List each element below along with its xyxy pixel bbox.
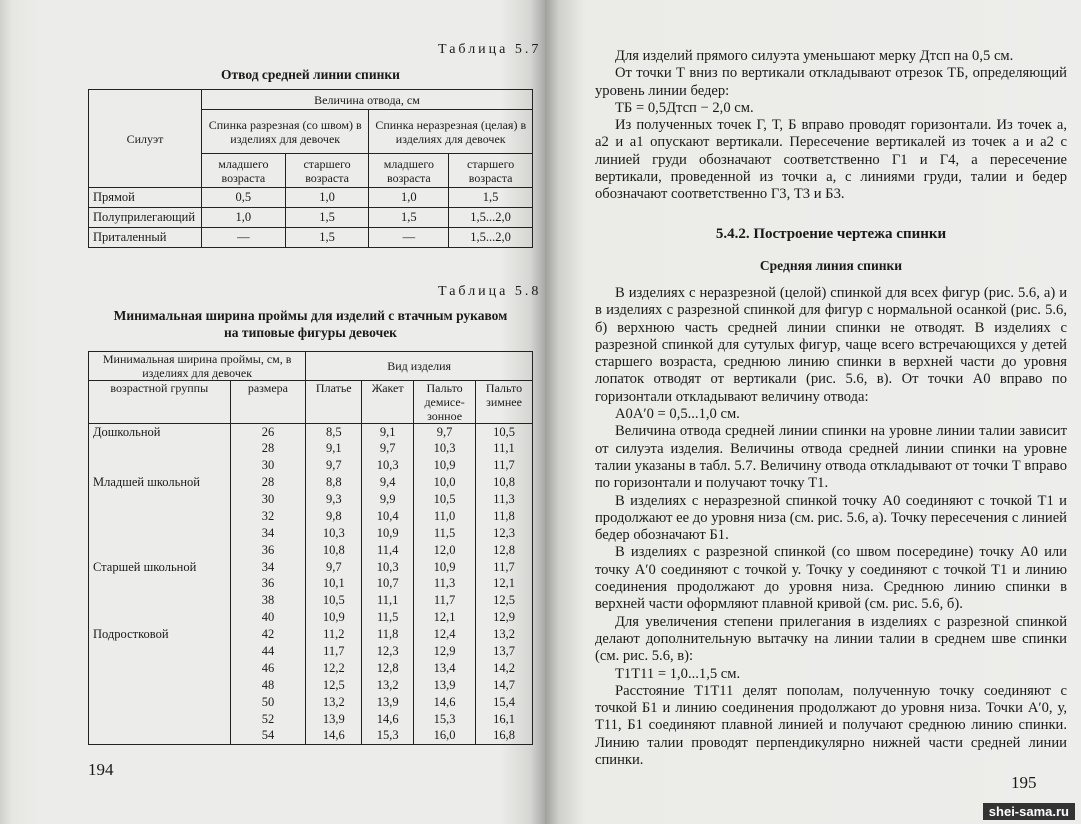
age-group-cell: [89, 643, 231, 660]
table-cell: 10,9: [414, 559, 476, 576]
table-cell: 13,9: [414, 677, 476, 694]
age-group-cell: [89, 711, 231, 728]
size-cell: 34: [230, 525, 306, 542]
section-heading: 5.4.2. Построение чертежа спинки: [715, 226, 947, 242]
table-cell: 10,5: [476, 424, 533, 441]
table-cell: 9,7: [306, 457, 362, 474]
table-cell: 14,6: [306, 728, 362, 745]
table-cell: 14,7: [476, 677, 533, 694]
table-row: [89, 711, 533, 728]
size-cell: 40: [230, 609, 306, 626]
size-cell: 44: [230, 643, 306, 660]
row-label: Приталенный: [89, 228, 202, 248]
table-cell: 16,1: [476, 711, 533, 728]
table-cell: 11,3: [414, 576, 476, 593]
table-cell: 13,2: [362, 677, 414, 694]
size-cell: 42: [230, 626, 306, 643]
age-group-cell: [89, 457, 231, 474]
table-cell: 10,3: [414, 440, 476, 457]
table-cell: 10,4: [362, 508, 414, 525]
col-solid-back-header: Спинка неразрезная (целая) в изделиях для девочек: [369, 110, 533, 154]
row-label: Полуприлегающий: [89, 208, 202, 228]
table-cell: 11,1: [362, 592, 414, 609]
table-cell: 10,1: [306, 576, 362, 593]
table-cell: 13,4: [414, 660, 476, 677]
page-number-right: 195: [1011, 773, 1037, 792]
table-row: [89, 626, 533, 643]
table-row: [89, 677, 533, 694]
table-cell: 1,5...2,0: [449, 208, 533, 228]
age-group-cell: Младшей школьной: [89, 474, 231, 491]
formula: Т1Т11 = 1,0...1,5 см.: [615, 665, 741, 682]
table-cell: 11,0: [414, 508, 476, 525]
table-5-8-title-line2: на типовые фигуры девочек: [224, 325, 397, 340]
table-cell: 1,5: [449, 188, 533, 208]
formula: ТБ = 0,5Дтсп − 2,0 см.: [615, 99, 754, 116]
table-cell: —: [201, 228, 285, 248]
table-cell: 13,2: [476, 626, 533, 643]
paragraph: От точки Т вниз по вертикали откладывают отрезок ТБ, определяющий уровень линии бедер:: [595, 65, 1067, 99]
table-cell: 14,6: [414, 694, 476, 711]
table-cell: 8,5: [306, 424, 362, 441]
size-cell: 38: [230, 592, 306, 609]
table-cell: 11,7: [414, 592, 476, 609]
size-cell: 36: [230, 576, 306, 593]
size-cell: 28: [230, 474, 306, 491]
age-group-cell: [89, 440, 231, 457]
age-group-cell: [89, 592, 231, 609]
age-group-cell: [89, 660, 231, 677]
table-cell: 12,1: [476, 576, 533, 593]
table-cell: 10,9: [414, 457, 476, 474]
table-cell: 10,8: [476, 474, 533, 491]
col-size-header: размера: [230, 381, 306, 424]
table-cell: 16,0: [414, 728, 476, 745]
table-cell: 11,2: [306, 626, 362, 643]
table-cell: 12,1: [414, 609, 476, 626]
table-cell: —: [369, 228, 449, 248]
table-row: [89, 208, 533, 228]
table-cell: 1,5: [369, 208, 449, 228]
paragraph: В изделиях с неразрезной спинкой точку А0 соединяют с точкой Т1 и продолжают ее до уровня низа (см. рис. 5.6, а). Точку пересечения с линией бедер обозначают Б1.: [595, 492, 1067, 544]
table-5-7: [88, 89, 533, 248]
table-cell: 10,3: [362, 559, 414, 576]
age-group-cell: [89, 694, 231, 711]
table-cell: 15,3: [414, 711, 476, 728]
age-group-cell: [89, 542, 231, 559]
watermark: shei-sama.ru: [983, 803, 1075, 820]
table-5-8: [88, 351, 533, 745]
table-cell: 8,8: [306, 474, 362, 491]
table-row: [89, 474, 533, 491]
paragraph: Для изделий прямого силуэта уменьшают мерку Дтсп на 0,5 см.: [615, 48, 1014, 64]
table-cell: 12,8: [362, 660, 414, 677]
size-cell: 52: [230, 711, 306, 728]
table-cell: 10,3: [362, 457, 414, 474]
table-cell: 11,7: [306, 643, 362, 660]
table-cell: 12,5: [476, 592, 533, 609]
table-cell: 11,5: [414, 525, 476, 542]
table-cell: 9,4: [362, 474, 414, 491]
col-value-header: Величина отвода, см: [201, 90, 532, 110]
paragraph: Расстояние Т1Т11 делят пополам, полученную точку соединяют с точкой Б1 и линию соединения продолжают до уровня низа. Точки А′0, у, Т11, Б1 соединяют плавной линией и получают среднюю линию спинки. Линию талии проводят перпендикулярно нижней части средней линии спинки.: [595, 682, 1067, 769]
table-cell: 1,5: [285, 228, 369, 248]
table-cell: 11,8: [476, 508, 533, 525]
size-cell: 46: [230, 660, 306, 677]
table-cell: 14,2: [476, 660, 533, 677]
age-group-cell: [89, 728, 231, 745]
right-text-body: [595, 285, 1067, 769]
table-cell: 12,9: [414, 643, 476, 660]
table-cell: 12,0: [414, 542, 476, 559]
right-text-top: [595, 48, 1067, 204]
table-cell: 9,8: [306, 508, 362, 525]
table-cell: 10,3: [306, 525, 362, 542]
age-group-cell: [89, 609, 231, 626]
table-row: [89, 592, 533, 609]
col-split-back-header: Спинка разрезная (со швом) в изделиях для девочек: [201, 110, 368, 154]
table-row: [89, 440, 533, 457]
col-dress-header: Платье: [306, 381, 362, 424]
page-number-left: 194: [88, 760, 114, 779]
table-cell: 13,7: [476, 643, 533, 660]
size-cell: 28: [230, 440, 306, 457]
size-cell: 34: [230, 559, 306, 576]
table-cell: 10,0: [414, 474, 476, 491]
age-group-cell: Старшей школьной: [89, 559, 231, 576]
table-row: [89, 609, 533, 626]
table-row: [89, 542, 533, 559]
table-row: [89, 228, 533, 248]
table-cell: 1,5: [285, 208, 369, 228]
table-5-7-number: Таблица 5.7: [438, 42, 542, 57]
table-cell: 9,9: [362, 491, 414, 508]
paragraph: В изделиях с разрезной спинкой (со швом посередине) точку А0 или точку А′0 соединяют с точкой у. Точку у соединяют с точкой Т1 и линию соединения продолжают до уровня низа. Среднюю линию спинки в верхней части оформляют плавной кривой (см. рис. 5.6, б).: [595, 544, 1067, 613]
table-cell: 9,1: [362, 424, 414, 441]
table-row: [89, 188, 533, 208]
col-silhouette-header: Силуэт: [89, 90, 202, 188]
table-cell: 1,0: [201, 208, 285, 228]
table-cell: 11,7: [476, 559, 533, 576]
table-cell: 10,5: [306, 592, 362, 609]
size-cell: 54: [230, 728, 306, 745]
paragraph: Величина отвода средней линии спинки на уровне линии талии зависит от силуэта изделия. Величины отвода средней линии спинки на уровне талии указаны в табл. 5.7. Величину отвода откладывают от точки Т вправо по горизонтали и получают точку Т1.: [595, 423, 1067, 492]
table-cell: 9,7: [414, 424, 476, 441]
table-cell: 12,3: [362, 643, 414, 660]
age-group-cell: Дошкольной: [89, 424, 231, 441]
table-cell: 13,9: [306, 711, 362, 728]
col-jacket-header: Жакет: [362, 381, 414, 424]
table-row: [89, 728, 533, 745]
age-group-cell: [89, 677, 231, 694]
table-cell: 9,7: [306, 559, 362, 576]
table-cell: 15,4: [476, 694, 533, 711]
table-cell: 15,3: [362, 728, 414, 745]
table-5-8-title-line1: Минимальная ширина проймы для изделий с втачным рукавом: [113, 308, 508, 323]
table-cell: 9,1: [306, 440, 362, 457]
table-cell: 10,8: [306, 542, 362, 559]
table-cell: 1,5...2,0: [449, 228, 533, 248]
table-cell: 14,6: [362, 711, 414, 728]
formula: А0А′0 = 0,5...1,0 см.: [615, 406, 740, 423]
col-younger-header: младшего возраста: [369, 154, 449, 188]
table-cell: 11,1: [476, 440, 533, 457]
size-cell: 36: [230, 542, 306, 559]
table-cell: 12,9: [476, 609, 533, 626]
table-row: [89, 491, 533, 508]
table-cell: 1,0: [285, 188, 369, 208]
size-cell: 32: [230, 508, 306, 525]
table-5-8-number: Таблица 5.8: [438, 284, 542, 299]
col-older-header: старшего возраста: [285, 154, 369, 188]
col-older-header: старшего возраста: [449, 154, 533, 188]
age-group-cell: Подростковой: [89, 626, 231, 643]
age-group-cell: [89, 491, 231, 508]
table-cell: 12,4: [414, 626, 476, 643]
table-row: [89, 457, 533, 474]
paragraph: В изделиях с неразрезной (целой) спинкой для всех фигур (рис. 5.6, а) и в изделиях с разрезной спинкой для фигур с нормальной осанкой (рис. 5.6, б) верхнюю часть средней линии спинки не отводят. В изделиях с разрезной спинкой для сутулых фигур, чаще всего встречающихся у детей старшего возраста, среднюю линию спинки в верхней части до уровня лопаток отводят от вертикали (рис. 5.6, в). От точки А0 вправо по горизонтали откладывают величину отвода:: [595, 285, 1067, 405]
table-row: [89, 643, 533, 660]
paragraph: Из полученных точек Г, Т, Б вправо проводят горизонтали. Из точек а, а2 и а1 опускают вертикали. Пересечение вертикалей из точек а и а2 с линией груди обозначают соответственно Г1 и Г4, а пересечение вертикали, проведенной из точки а, с линиями груди, талии и бедер обозначают соответственно Г3, Т3 и Б3.: [595, 117, 1067, 203]
table-cell: 12,3: [476, 525, 533, 542]
right-page: [545, 0, 1081, 824]
table-5-7-title: Отвод средней линии спинки: [221, 67, 400, 82]
table-row: [89, 576, 533, 593]
table-cell: 11,4: [362, 542, 414, 559]
size-cell: 30: [230, 491, 306, 508]
table-row: [89, 559, 533, 576]
age-group-cell: [89, 576, 231, 593]
table-cell: 12,2: [306, 660, 362, 677]
paragraph: Для увеличения степени прилегания в изделиях с разрезной спинкой делают дополнительную вытачку на линии талии в среднем шве спинки (см. рис. 5.6, в):: [595, 613, 1067, 665]
col-younger-header: младшего возраста: [201, 154, 285, 188]
size-cell: 30: [230, 457, 306, 474]
row-label: Прямой: [89, 188, 202, 208]
table-cell: 10,9: [362, 525, 414, 542]
subsection-heading: Средняя линия спинки: [759, 258, 903, 273]
table-cell: 1,0: [369, 188, 449, 208]
col-coat-demi-header: Пальто демисе-зонное: [414, 381, 476, 424]
table-cell: 16,8: [476, 728, 533, 745]
table-cell: 9,3: [306, 491, 362, 508]
table-cell: 12,8: [476, 542, 533, 559]
size-cell: 26: [230, 424, 306, 441]
col-agegroup-header: возрастной группы: [89, 381, 231, 424]
table-cell: 11,7: [476, 457, 533, 474]
table-row: [89, 660, 533, 677]
table-cell: 11,5: [362, 609, 414, 626]
table-5-8-title: [88, 307, 533, 341]
table-cell: 12,5: [306, 677, 362, 694]
col-kind-header: Вид изделия: [306, 352, 533, 381]
table-row: [89, 424, 533, 441]
size-cell: 48: [230, 677, 306, 694]
size-cell: 50: [230, 694, 306, 711]
age-group-cell: [89, 525, 231, 542]
age-group-cell: [89, 508, 231, 525]
table-cell: 11,3: [476, 491, 533, 508]
table-row: [89, 525, 533, 542]
col-coat-winter-header: Пальто зимнее: [476, 381, 533, 424]
table-cell: 10,9: [306, 609, 362, 626]
table-row: [89, 694, 533, 711]
table-cell: 9,7: [362, 440, 414, 457]
table-cell: 13,9: [362, 694, 414, 711]
table-row: [89, 508, 533, 525]
col-minwidth-header: Минимальная ширина проймы, см, в изделиях для девочек: [89, 352, 306, 381]
table-cell: 13,2: [306, 694, 362, 711]
table-cell: 10,5: [414, 491, 476, 508]
table-cell: 11,8: [362, 626, 414, 643]
table-cell: 10,7: [362, 576, 414, 593]
table-cell: 0,5: [201, 188, 285, 208]
